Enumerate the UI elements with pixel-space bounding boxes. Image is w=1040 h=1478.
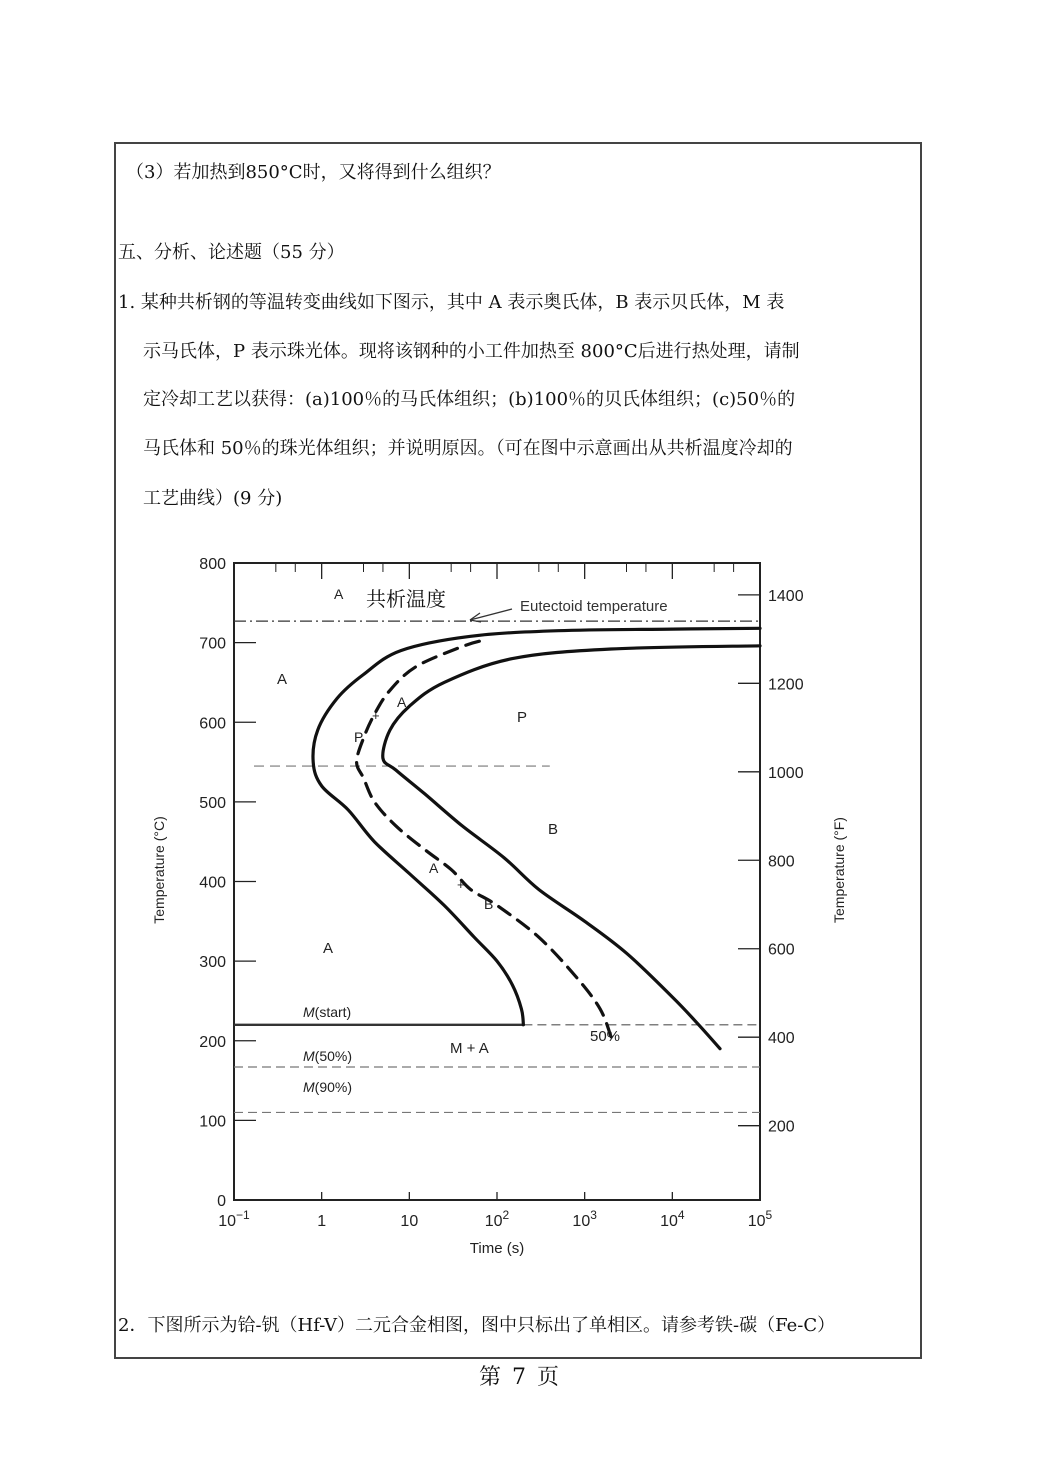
region-label-A-bottom: A	[323, 940, 334, 957]
y-tick-label: 700	[199, 635, 226, 653]
plot-frame	[234, 563, 760, 1200]
question-2: 2．下图所示为铪-钒（Hf-V）二元合金相图，图中只标出了单相区。请参考铁-碳（Fe-C）	[118, 1315, 836, 1336]
section-heading: 五、分析、论述题（55 分）	[118, 242, 345, 263]
region-label-A-top: A	[334, 586, 344, 602]
curve-transformation-boundary	[383, 646, 760, 1049]
region-label-B: B	[548, 821, 559, 838]
x-tick-label: $10^4$	[660, 1208, 685, 1230]
question-1-line-4: 马氏体和 50％的珠光体组织；并说明原因。（可在图中示意画出从共析温度冷却的	[143, 438, 793, 459]
y-tick-label: 200	[199, 1033, 226, 1051]
curve-50-percent	[357, 640, 611, 1037]
reference-lines	[234, 621, 760, 1112]
y2-tick-label: 800	[768, 853, 795, 871]
y-tick-label: 100	[199, 1113, 226, 1131]
y2-tick-label: 200	[768, 1118, 795, 1136]
y-axis-label: Temperature (°C)	[151, 816, 167, 924]
chart-labels	[151, 586, 847, 1257]
curve-50-label: 50%	[590, 1028, 621, 1045]
x-tick-label: 10	[400, 1213, 419, 1230]
m90-label: M(90%)	[303, 1079, 353, 1095]
x-tick-label: 1	[317, 1213, 327, 1230]
x-axis-label: Time (s)	[469, 1240, 525, 1257]
region-label-A-band: A	[397, 694, 407, 710]
question-1-line-5: 工艺曲线）(9 分)	[143, 488, 283, 509]
marker-plus-lower: +	[457, 877, 465, 892]
question-1-line-2: 示马氏体，P 表示珠光体。现将该钢种的小工件加热至 800°C后进行热处理，请制	[143, 341, 800, 362]
question-1-line-3: 定冷却工艺以获得：(a)100％的马氏体组织；(b)100％的贝氏体组织；(c)50％的	[143, 389, 796, 410]
y2-tick-label: 1000	[768, 764, 804, 782]
region-label-A-band-low: A	[429, 860, 439, 876]
axis-ticks	[199, 556, 803, 1230]
region-label-A-left: A	[277, 671, 288, 688]
region-label-B-band: B	[484, 896, 494, 912]
x-tick-label: $10^2$	[484, 1208, 510, 1230]
y2-tick-label: 1200	[768, 676, 804, 694]
region-label-M-A: M + A	[450, 1040, 489, 1057]
y-tick-label: 300	[199, 954, 226, 972]
y-tick-label: 400	[199, 874, 226, 892]
marker-plus-upper: +	[372, 708, 380, 723]
transformation-curves	[313, 628, 760, 1048]
question-3: （3）若加热到850°C时，又将得到什么组织？	[126, 162, 501, 183]
eutectoid-label: Eutectoid temperature	[520, 598, 668, 615]
handwritten-annotation: 共析温度	[366, 589, 446, 611]
ms-label: M(start)	[303, 1004, 352, 1020]
y-tick-label: 600	[199, 715, 226, 733]
curve-transformation-boundary	[313, 628, 760, 1025]
y2-tick-label: 600	[768, 941, 795, 959]
y-tick-label: 0	[217, 1193, 226, 1210]
y2-tick-label: 400	[768, 1030, 795, 1048]
y2-axis-label: Temperature (°F)	[831, 817, 847, 923]
marker-label-P: P	[354, 729, 364, 745]
m50-label: M(50%)	[303, 1048, 353, 1064]
x-tick-label: $10^3$	[572, 1208, 597, 1230]
y2-tick-label: 1400	[768, 587, 804, 605]
page-number: 第 7 页	[479, 1365, 561, 1390]
x-tick-label: $10^5$	[747, 1208, 773, 1230]
region-label-P: P	[517, 709, 528, 726]
question-1-line-1: 1. 某种共析钢的等温转变曲线如下图示，其中 A 表示奥氏体，B 表示贝氏体，M 表	[118, 292, 785, 313]
y-tick-label: 800	[199, 556, 226, 573]
y-tick-label: 500	[199, 794, 226, 812]
x-tick-label: $10^{-1}$	[218, 1208, 250, 1230]
annotation-arrow	[470, 609, 512, 620]
